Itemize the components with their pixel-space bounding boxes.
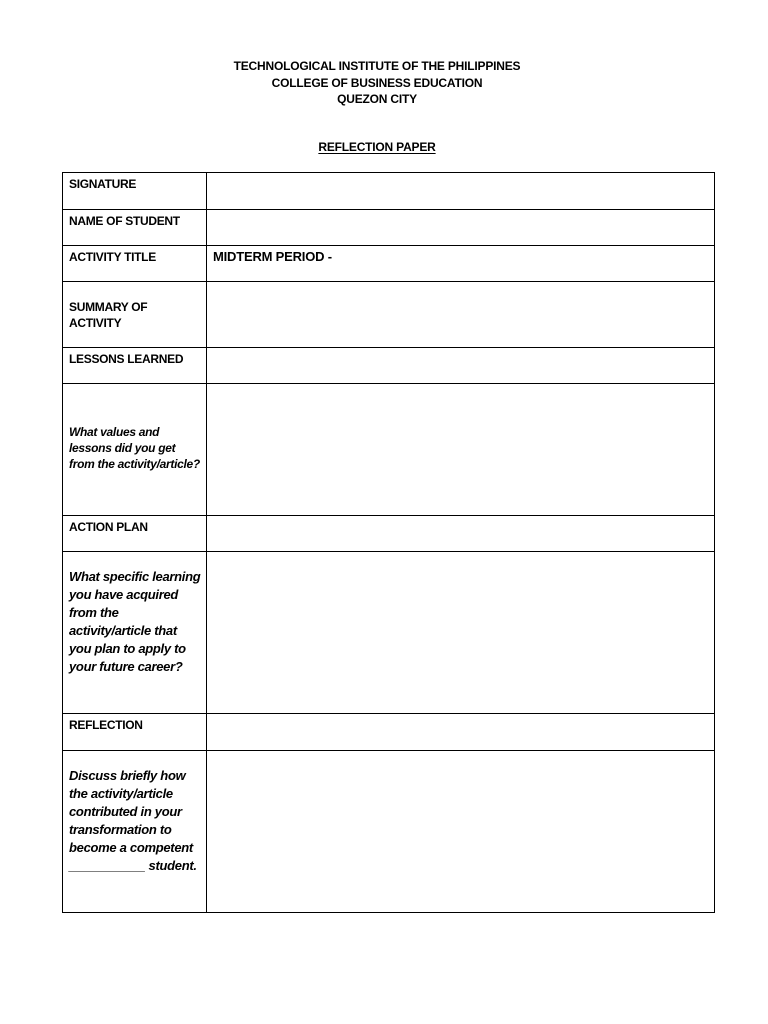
college-name: COLLEGE OF BUSINESS EDUCATION	[271, 75, 483, 90]
activity-title-label: ACTIVITY TITLE	[63, 246, 207, 282]
lessons-learned-header-field	[207, 348, 715, 384]
form-row-signature	[63, 173, 715, 210]
student-name-field[interactable]	[207, 210, 715, 246]
document-header	[0, 58, 754, 108]
reflection-prompt-cell	[63, 751, 207, 913]
city-name: QUEZON CITY	[337, 92, 417, 106]
action-plan-answer-field[interactable]	[207, 552, 715, 714]
form-row-lessons-prompt	[63, 384, 715, 516]
action-plan-header-field	[207, 516, 715, 552]
form-row-activity-title	[63, 246, 715, 282]
lessons-answer-field[interactable]	[207, 384, 715, 516]
signature-field[interactable]	[207, 173, 715, 210]
lessons-prompt-cell	[63, 384, 207, 516]
lessons-prompt: What values and lessons did you get from the activity/article?	[69, 425, 200, 471]
form-row-action-plan-prompt	[63, 552, 715, 714]
document-title	[0, 140, 754, 154]
reflection-answer-field[interactable]	[207, 751, 715, 913]
form-row-action-plan	[63, 516, 715, 552]
summary-label: SUMMARY OF ACTIVITY	[63, 282, 207, 348]
reflection-label: REFLECTION	[63, 714, 207, 751]
reflection-form-table	[62, 172, 715, 913]
reflection-header-field	[207, 714, 715, 751]
form-row-summary	[63, 282, 715, 348]
activity-title-field[interactable]: MIDTERM PERIOD -	[207, 246, 715, 282]
form-row-reflection	[63, 714, 715, 751]
reflection-prompt: Discuss briefly how the activity/article contributed in your transformation to become a competent ___________ student.	[69, 768, 197, 873]
student-name-label: NAME OF STUDENT	[63, 210, 207, 246]
action-plan-label: ACTION PLAN	[63, 516, 207, 552]
institution-name: TECHNOLOGICAL INSTITUTE OF THE PHILIPPINES	[233, 59, 521, 73]
form-row-lessons-learned	[63, 348, 715, 384]
form-row-student-name	[63, 210, 715, 246]
form-row-reflection-prompt	[63, 751, 715, 913]
document-title-text: REFLECTION PAPER	[318, 140, 436, 154]
summary-field[interactable]	[207, 282, 715, 348]
action-plan-prompt: What specific learning you have acquired from the activity/article that you plan to apply to your future career?	[69, 569, 201, 674]
signature-label: SIGNATURE	[63, 173, 207, 210]
action-plan-prompt-cell	[63, 552, 207, 714]
lessons-learned-label: LESSONS LEARNED	[63, 348, 207, 384]
